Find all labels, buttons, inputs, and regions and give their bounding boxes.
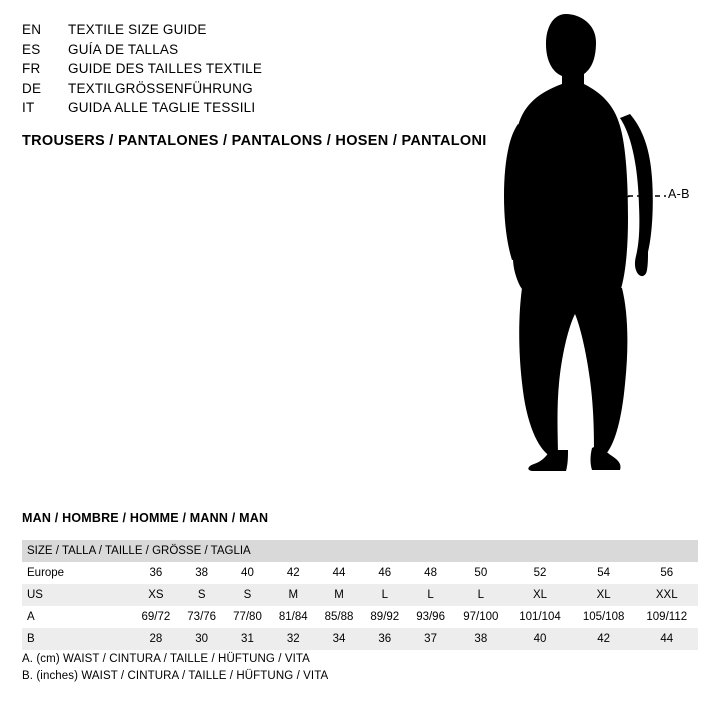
table-cell: XXL: [636, 584, 699, 606]
table-cell: 52: [508, 562, 572, 584]
table-cell: 44: [636, 628, 699, 650]
table-row: [22, 584, 698, 606]
table-cell: 109/112: [636, 606, 699, 628]
table-cell: 44: [316, 562, 362, 584]
table-cell: S: [179, 584, 225, 606]
table-cell: 54: [572, 562, 636, 584]
language-row: [22, 59, 492, 79]
table-cell: 40: [225, 562, 271, 584]
row-label: Europe: [22, 562, 133, 584]
table-cell: 46: [362, 562, 408, 584]
language-code: FR: [22, 61, 41, 76]
table-cell: 30: [179, 628, 225, 650]
table-cell: 34: [316, 628, 362, 650]
table-cell: 37: [408, 628, 454, 650]
language-code: ES: [22, 41, 41, 57]
row-label: A: [22, 606, 133, 628]
table-cell: L: [408, 584, 454, 606]
table-cell: 42: [572, 628, 636, 650]
table-cell: 85/88: [316, 606, 362, 628]
row-label: B: [22, 628, 133, 650]
size-table: [22, 540, 698, 650]
table-header-label: SIZE / TALLA / TAILLE / GRÖSSE / TAGLIA: [22, 540, 698, 562]
table-section-title: MAN / HOMBRE / HOMME / MANN / MAN: [22, 511, 269, 525]
table-cell: 73/76: [179, 606, 225, 628]
table-cell: 28: [133, 628, 179, 650]
table-cell: 93/96: [408, 606, 454, 628]
garment-type-title: TROUSERS / PANTALONES / PANTALONS / HOSEN / PANTALONI: [22, 133, 487, 149]
table-row: [22, 606, 698, 628]
table-cell: M: [316, 584, 362, 606]
table-cell: 97/100: [453, 606, 508, 628]
table-cell: L: [453, 584, 508, 606]
table-cell: 36: [133, 562, 179, 584]
language-code: IT: [22, 100, 35, 115]
language-text: GUÍA DE TALLAS: [68, 41, 179, 57]
table-cell: 101/104: [508, 606, 572, 628]
language-row: [22, 20, 492, 40]
table-cell: 69/72: [133, 606, 179, 628]
table-cell: 42: [270, 562, 316, 584]
footnote-b: B. (inches) WAIST / CINTURA / TAILLE / HÜFTUNG / VITA: [22, 670, 329, 682]
language-code: DE: [22, 80, 42, 96]
language-row: [22, 79, 492, 99]
row-label: US: [22, 584, 133, 606]
language-row: [22, 98, 492, 118]
table-row: [22, 562, 698, 584]
table-cell: 36: [362, 628, 408, 650]
language-row: [22, 40, 492, 60]
language-text: TEXTILE SIZE GUIDE: [68, 22, 207, 37]
table-cell: 89/92: [362, 606, 408, 628]
table-cell: L: [362, 584, 408, 606]
table-cell: 105/108: [572, 606, 636, 628]
table-cell: 38: [453, 628, 508, 650]
table-cell: 40: [508, 628, 572, 650]
table-cell: 50: [453, 562, 508, 584]
measure-label-ab: A-B: [668, 187, 690, 201]
table-cell: S: [225, 584, 271, 606]
table-cell: M: [270, 584, 316, 606]
footnotes: [22, 651, 328, 685]
language-text: GUIDA ALLE TAGLIE TESSILI: [68, 100, 256, 115]
table-cell: 48: [408, 562, 454, 584]
table-cell: XL: [572, 584, 636, 606]
table-cell: 81/84: [270, 606, 316, 628]
table-cell: 31: [225, 628, 271, 650]
language-text: TEXTILGRÖSSENFÜHRUNG: [68, 80, 253, 96]
table-cell: 56: [636, 562, 699, 584]
table-cell: 77/80: [225, 606, 271, 628]
table-header-row: [22, 540, 698, 562]
language-text: GUIDE DES TAILLES TEXTILE: [68, 61, 263, 76]
table-cell: 38: [179, 562, 225, 584]
table-cell: 32: [270, 628, 316, 650]
table-cell: XL: [508, 584, 572, 606]
footnote-a: A. (cm) WAIST / CINTURA / TAILLE / HÜFTUNG / VITA: [22, 653, 310, 665]
language-list: [22, 20, 492, 118]
male-silhouette-figure: [480, 6, 720, 486]
table-cell: XS: [133, 584, 179, 606]
table-row: [22, 628, 698, 650]
language-code: EN: [22, 22, 42, 37]
